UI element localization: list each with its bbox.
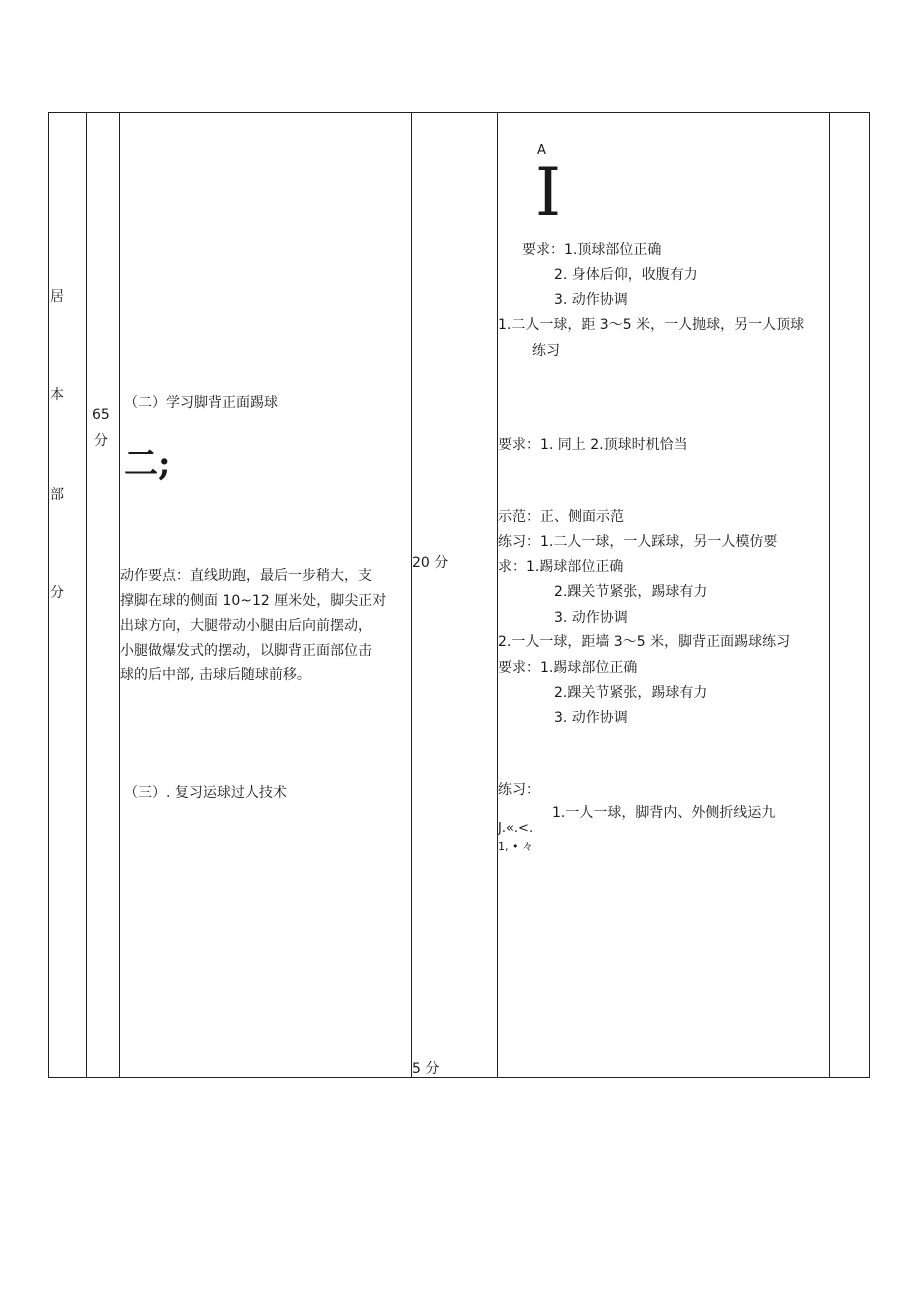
section-label-char: 部: [50, 487, 64, 503]
time-allocation: 20 分: [412, 555, 449, 571]
content-symbol: 二;: [124, 444, 171, 484]
method-line: 3. 动作协调: [554, 610, 628, 626]
key-point-line: 动作要点：直线助跑，最后一步稍大，支: [120, 568, 372, 584]
method-line: 要求：1.顶球部位正确: [522, 242, 662, 258]
column-divider: [829, 113, 830, 1077]
method-line: 要求：1. 同上 2.顶球时机恰当: [498, 437, 688, 453]
key-point-line: 球的后中部, 击球后随球前移。: [120, 667, 311, 683]
method-line: 2.踝关节紧张，踢球有力: [554, 685, 708, 701]
method-line: 1.一人一球，脚背内、外侧折线运九: [552, 805, 776, 821]
method-line: 要求：1.踢球部位正确: [498, 660, 638, 676]
section-label-char: 居: [50, 289, 64, 305]
method-line: 1.二人一球，距 3～5 米，一人抛球，另一人顶球: [498, 317, 805, 333]
method-line: 2.一人一球，距墙 3～5 米，脚背正面踢球练习: [498, 634, 791, 650]
section-duration-unit: 分: [94, 433, 108, 449]
key-point-line: 撑脚在球的侧面 10~12 厘米处，脚尖正对: [120, 593, 387, 609]
method-line: 示范：正、侧面示范: [498, 509, 624, 525]
method-line: 练习：: [498, 782, 540, 798]
method-line: 求：1.踢球部位正确: [498, 559, 624, 575]
time-allocation: 5 分: [412, 1061, 440, 1077]
method-line: 2. 身体后仰，收腹有力: [554, 267, 698, 283]
content-heading: （二）学习脚背正面踢球: [124, 395, 278, 411]
method-line: 3. 动作协调: [554, 292, 628, 308]
method-line: J.«.<.: [498, 821, 534, 836]
method-line: 1, • 々: [498, 840, 533, 853]
column-divider: [411, 113, 412, 1077]
figure-label-a: A: [537, 143, 546, 158]
key-point-line: 小腿做爆发式的摆动，以脚背正面部位击: [120, 643, 372, 659]
method-line: 练习: [532, 343, 560, 359]
content-heading: （三）. 复习运球过人技术: [124, 785, 287, 801]
figure-player-mark: I: [535, 154, 562, 231]
method-line: 2.踝关节紧张，踢球有力: [554, 584, 708, 600]
column-divider: [86, 113, 87, 1077]
section-label-char: 分: [50, 585, 64, 601]
section-label-char: 本: [50, 387, 64, 403]
method-line: 练习：1.二人一球，一人踩球，另一人模仿要: [498, 534, 778, 550]
method-line: 3. 动作协调: [554, 710, 628, 726]
section-duration: 65: [92, 407, 110, 423]
key-point-line: 出球方向，大腿带动小腿由后向前摆动，: [120, 618, 372, 634]
column-divider: [497, 113, 498, 1077]
